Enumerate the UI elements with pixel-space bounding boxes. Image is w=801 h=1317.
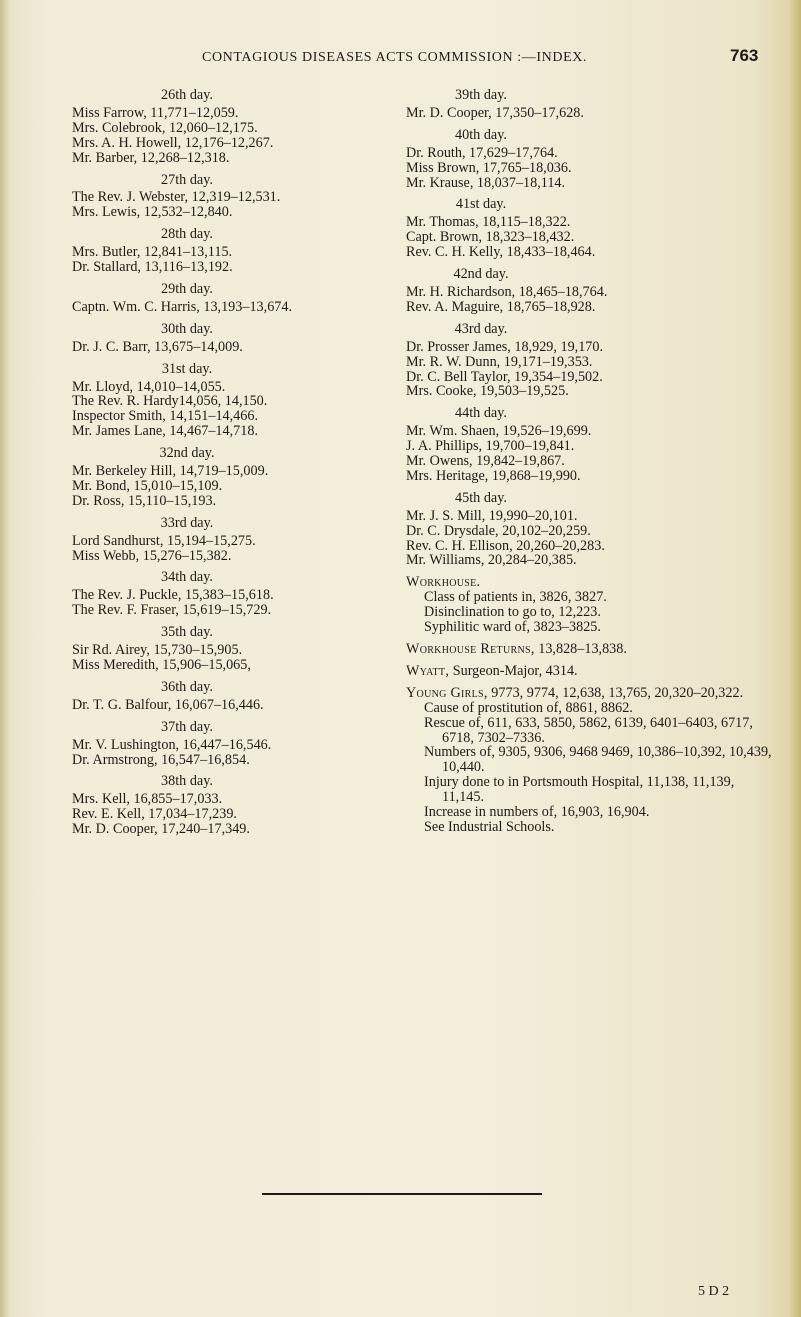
- witness-entry: Rev. E. Kell, 17,034–17,239.: [72, 806, 237, 823]
- index-subentry: Injury done to in Portsmouth Hospital, 11,138, 11,139, 11,145.: [424, 774, 735, 806]
- witness-entry: The Rev. J. Webster, 12,319–12,531.: [72, 189, 281, 206]
- witness-entry: Dr. Stallard, 13,116–13,192.: [72, 259, 233, 276]
- day-heading: 44th day.: [455, 405, 507, 422]
- page-edge-left: [0, 0, 10, 1317]
- index-heading-term: Young Girls,: [406, 684, 488, 701]
- day-heading: 33rd day.: [160, 514, 214, 531]
- witness-entry: Mr. Bond, 15,010–15,109.: [72, 477, 223, 494]
- witness-entry: Sir Rd. Airey, 15,730–15,905.: [72, 642, 243, 659]
- witness-entry: The Rev. R. Hardy14,056, 14,150.: [72, 393, 268, 410]
- witness-entry: Mr. Krause, 18,037–18,114.: [406, 174, 566, 191]
- witness-entry: Mr. Williams, 20,284–20,385.: [406, 552, 577, 569]
- index-heading-refs: 9773, 9774, 12,638, 13,765, 20,320–20,322.: [487, 684, 744, 701]
- right-day-groups: [406, 88, 776, 568]
- day-heading: 40th day.: [455, 126, 507, 143]
- witness-entry: Mr. Barber, 12,268–12,318.: [72, 149, 230, 166]
- witness-entry: Dr. Prosser James, 18,929, 19,170.: [406, 338, 604, 355]
- day-heading: 28th day.: [161, 226, 213, 243]
- day-heading: 34th day.: [161, 569, 213, 586]
- index-heading-term: Workhouse.: [406, 574, 481, 591]
- index-heading-block: [406, 642, 776, 657]
- witness-entry: Miss Farrow, 11,771–12,059.: [72, 104, 239, 121]
- index-heading-term: Workhouse Returns,: [406, 641, 535, 657]
- index-heading-block: [406, 686, 776, 835]
- day-heading: 43rd day.: [454, 320, 508, 337]
- witness-entry: Dr. C. Bell Taylor, 19,354–19,502.: [406, 368, 603, 385]
- day-heading: 29th day.: [161, 280, 213, 297]
- witness-entry: Mr. Lloyd, 14,010–14,055.: [72, 378, 226, 395]
- witness-entry: Dr. C. Drysdale, 20,102–20,259.: [406, 522, 591, 539]
- witness-entry: Miss Webb, 15,276–15,382.: [72, 547, 232, 564]
- index-subentry: Increase in numbers of, 16,903, 16,904.: [424, 804, 650, 821]
- witness-entry: Rev. C. H. Kelly, 18,433–18,464.: [406, 244, 596, 261]
- day-heading: 38th day.: [161, 773, 213, 790]
- index-heading-refs: 13,828–13,838.: [534, 641, 627, 657]
- index-heading-term: Wyatt,: [406, 662, 450, 679]
- witness-entry: Mrs. A. H. Howell, 12,176–12,267.: [72, 134, 274, 151]
- index-subentry: Disinclination to go to, 12,223.: [424, 604, 601, 621]
- index-subentry: Numbers of, 9305, 9306, 9468 9469, 10,386–10,392, 10,439, 10,440.: [424, 744, 772, 776]
- closing-rule: [262, 1193, 542, 1195]
- witness-entry: Capt. Brown, 18,323–18,432.: [406, 229, 575, 246]
- index-subentry: Syphilitic ward of, 3823–3825.: [424, 619, 601, 636]
- witness-entry: Mrs. Lewis, 12,532–12,840.: [72, 204, 233, 221]
- witness-entry: Mr. V. Lushington, 16,447–16,546.: [72, 736, 272, 753]
- witness-entry: Dr. T. G. Balfour, 16,067–16,446.: [72, 696, 264, 713]
- day-heading: 36th day.: [161, 678, 213, 695]
- right-column: [406, 88, 776, 835]
- index-subentry: Class of patients in, 3826, 3827.: [424, 589, 607, 606]
- page-number: 763: [730, 46, 759, 65]
- day-heading: 31st day.: [161, 360, 213, 377]
- day-heading: 35th day.: [161, 624, 213, 641]
- day-heading: 39th day.: [455, 87, 507, 103]
- witness-entry: Mr. D. Cooper, 17,240–17,349.: [72, 821, 250, 838]
- day-heading: 27th day.: [161, 171, 213, 188]
- page-edge-right: [789, 0, 801, 1317]
- witness-entry: Mr. Wm. Shaen, 19,526–19,699.: [406, 423, 592, 440]
- witness-entry: Mr. Owens, 19,842–19,867.: [406, 453, 565, 470]
- running-header: [0, 44, 801, 72]
- witness-entry: Mr. J. S. Mill, 19,990–20,101.: [406, 507, 578, 524]
- witness-entry: The Rev. J. Puckle, 15,383–15,618.: [72, 587, 274, 604]
- witness-entry: Miss Brown, 17,765–18,036.: [406, 159, 572, 176]
- witness-entry: Rev. C. H. Ellison, 20,260–20,283.: [406, 537, 605, 554]
- witness-entry: Mrs. Butler, 12,841–13,115.: [72, 244, 233, 261]
- witness-entry: Miss Meredith, 15,906–15,065,: [72, 657, 251, 673]
- witness-entry: Mrs. Cooke, 19,503–19,525.: [406, 383, 569, 400]
- index-heading-block: [406, 575, 776, 635]
- witness-entry: Mr. James Lane, 14,467–14,718.: [72, 423, 258, 440]
- witness-entry: Mrs. Heritage, 19,868–19,990.: [406, 467, 581, 484]
- index-subentry: See Industrial Schools.: [424, 818, 555, 835]
- index-subentry: Cause of prostitution of, 8861, 8862.: [424, 699, 633, 716]
- day-heading: 45th day.: [455, 489, 507, 506]
- day-heading: 30th day.: [161, 320, 213, 337]
- index-heading-line: [406, 686, 776, 701]
- witness-entry: Dr. J. C. Barr, 13,675–14,009.: [72, 338, 243, 355]
- witness-entry: Mr. H. Richardson, 18,465–18,764.: [406, 283, 608, 300]
- witness-entry: Mr. D. Cooper, 17,350–17,628.: [406, 104, 584, 121]
- index-heading-block: [406, 664, 776, 679]
- witness-entry: Dr. Armstrong, 16,547–16,854.: [72, 751, 250, 768]
- witness-entry: The Rev. F. Fraser, 15,619–15,729.: [72, 602, 272, 619]
- witness-entry: Mr. Berkeley Hill, 14,719–15,009.: [72, 463, 269, 480]
- header-title: CONTAGIOUS DISEASES ACTS COMMISSION :—INDEX.: [202, 50, 588, 65]
- index-heading-line: [406, 575, 776, 590]
- witness-entry: J. A. Phillips, 19,700–19,841.: [406, 438, 575, 455]
- witness-entry: Dr. Routh, 17,629–17,764.: [406, 144, 558, 161]
- witness-entry: Mr. R. W. Dunn, 19,171–19,353.: [406, 353, 593, 370]
- witness-entry: Captn. Wm. C. Harris, 13,193–13,674.: [72, 298, 293, 315]
- index-heading-refs: Surgeon-Major, 4314.: [449, 662, 578, 679]
- index-heading-line: [406, 642, 776, 657]
- day-heading: 42nd day.: [453, 266, 509, 283]
- day-heading: 26th day.: [161, 87, 213, 103]
- index-subentry: Rescue of, 611, 633, 5850, 5862, 6139, 6401–6403, 6717, 6718, 7302–7336.: [424, 714, 753, 746]
- signature-mark: 5 D 2: [698, 1284, 730, 1299]
- witness-entry: Mr. Thomas, 18,115–18,322.: [406, 214, 571, 231]
- day-heading: 32nd day.: [159, 445, 215, 462]
- witness-entry: Mrs. Kell, 16,855–17,033.: [72, 791, 223, 808]
- index-headings: [406, 575, 776, 835]
- day-heading: 37th day.: [161, 718, 213, 735]
- index-heading-line: [406, 664, 776, 679]
- witness-entry: Rev. A. Maguire, 18,765–18,928.: [406, 298, 596, 315]
- left-column: [72, 88, 372, 837]
- witness-entry: Dr. Ross, 15,110–15,193.: [72, 492, 217, 509]
- witness-entry: Inspector Smith, 14,151–14,466.: [72, 408, 259, 425]
- witness-entry: Mrs. Colebrook, 12,060–12,175.: [72, 119, 258, 136]
- day-heading: 41st day.: [455, 196, 507, 213]
- witness-entry: Lord Sandhurst, 15,194–15,275.: [72, 532, 256, 549]
